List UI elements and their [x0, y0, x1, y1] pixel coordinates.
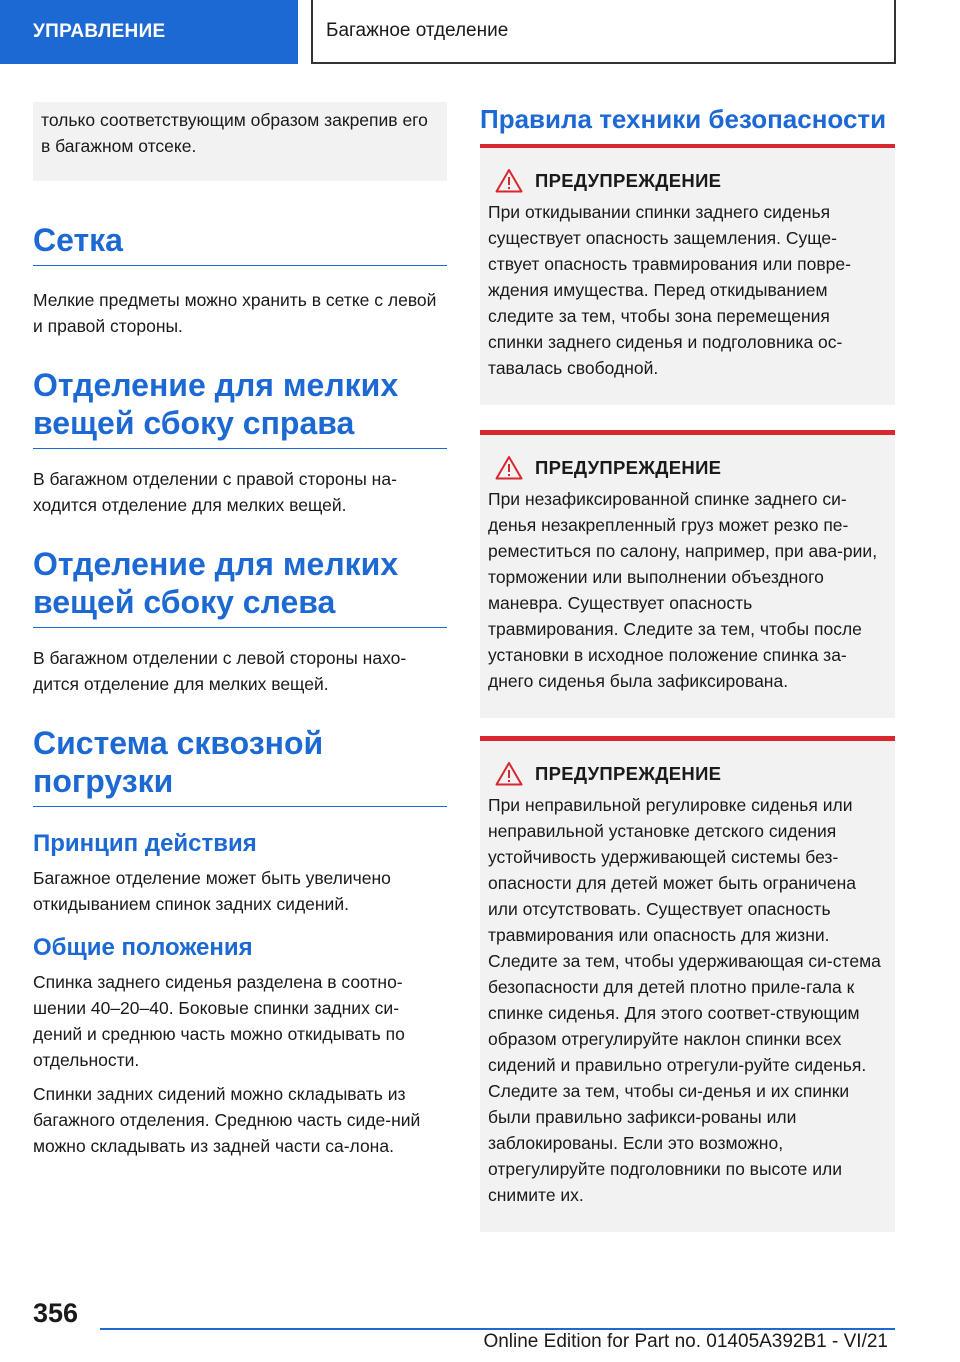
- net-heading: Сетка: [33, 221, 447, 266]
- warning-text: При неправильной регулировке сиденья или неправильной установке детского сидения устойчивость удерживающей системы без-опасности для детей может быть ограничена или отсутствовать. Существует опасность травмирования или опасность для жизни. Следите за тем, чтобы удерживающая си-стема безопасности для детей плотно приле-гала к спинке сиденья. Для этого соответ-ствующим образом отрегулируйте наклон спинки всех сидений и правильно отрегули-руйте сиденья. Следите за тем, чтобы си-денья и их спинки были правильно зафикси-рованы или заблокированы. Если это возможно, отрегулируйте подголовники по высоте или снимите их.: [488, 795, 881, 1205]
- warning-triangle-icon: [495, 455, 523, 480]
- right-compartment-text: В багажном отделении с правой стороны на-ходится отделение для мелких вещей.: [33, 469, 397, 515]
- right-compartment-heading: Отделение для мелких вещей сбоку справа: [33, 366, 447, 449]
- warning-text: При незафиксированной спинке заднего си-денья незакрепленный груз может резко пе-реместиться по салону, например, при ава-рии, торможении или выполнении объездного маневра. Существует опасность травмирования. Следите за тем, чтобы после установки в исходное положение спинка за-днего сиденья была зафиксирована.: [488, 489, 878, 691]
- right-column: [480, 102, 895, 1232]
- warning-box-2: [480, 435, 895, 718]
- safety-heading: Правила техники безопасности: [480, 102, 895, 148]
- warning-box-3: [480, 741, 895, 1232]
- general-heading: Общие положения: [33, 934, 253, 961]
- left-compartment-heading: Отделение для мелких вещей сбоку слева: [33, 545, 447, 628]
- general-text-2: Спинки задних сидений можно складывать из багажного отделения. Среднюю часть сиде-ний можно складывать из задней части са-лона.: [33, 1084, 421, 1156]
- principle-text: Багажное отделение может быть увеличено откидыванием спинок задних сидений.: [33, 868, 391, 914]
- warning-label: ПРЕДУПРЕЖДЕНИЕ: [535, 456, 722, 478]
- general-text-1: Спинка заднего сиденья разделена в соотно-шении 40–20–40. Боковые спинки задних си-дений и среднюю часть можно откидывать по отдельности.: [33, 972, 405, 1070]
- principle-heading: Принцип действия: [33, 830, 257, 857]
- warning-label: ПРЕДУПРЕЖДЕНИЕ: [535, 169, 722, 191]
- warning-triangle-icon: [495, 168, 523, 193]
- warning-text: При откидывании спинки заднего сиденья существует опасность защемления. Суще-ствует опасность травмирования или повре-ждения имущества. Перед откидыванием следите за тем, чтобы зона перемещения спинки заднего сиденья и подголовника ос-тавалась свободной.: [488, 202, 851, 378]
- warning-box-1: [480, 148, 895, 405]
- footer-divider: [100, 1328, 895, 1330]
- left-column: [33, 102, 447, 1159]
- left-compartment-text: В багажном отделении с левой стороны нахо-дится отделение для мелких вещей.: [33, 648, 407, 694]
- footer-edition-text: Online Edition for Part no. 01405A392B1 - VI/21: [483, 1331, 888, 1352]
- header-chapter-title: Багажное отделение: [311, 0, 896, 64]
- page-number: 356: [33, 1298, 79, 1328]
- warning-label: ПРЕДУПРЕЖДЕНИЕ: [535, 762, 722, 784]
- through-loading-heading: Система сквозной погрузки: [33, 724, 447, 807]
- header-section-tab: УПРАВЛЕНИЕ: [0, 0, 298, 64]
- net-text: Мелкие предметы можно хранить в сетке с левой и правой стороны.: [33, 290, 437, 336]
- intro-note: только соответствующим образом закрепив его в багажном отсеке.: [33, 102, 447, 181]
- warning-triangle-icon: [495, 761, 523, 786]
